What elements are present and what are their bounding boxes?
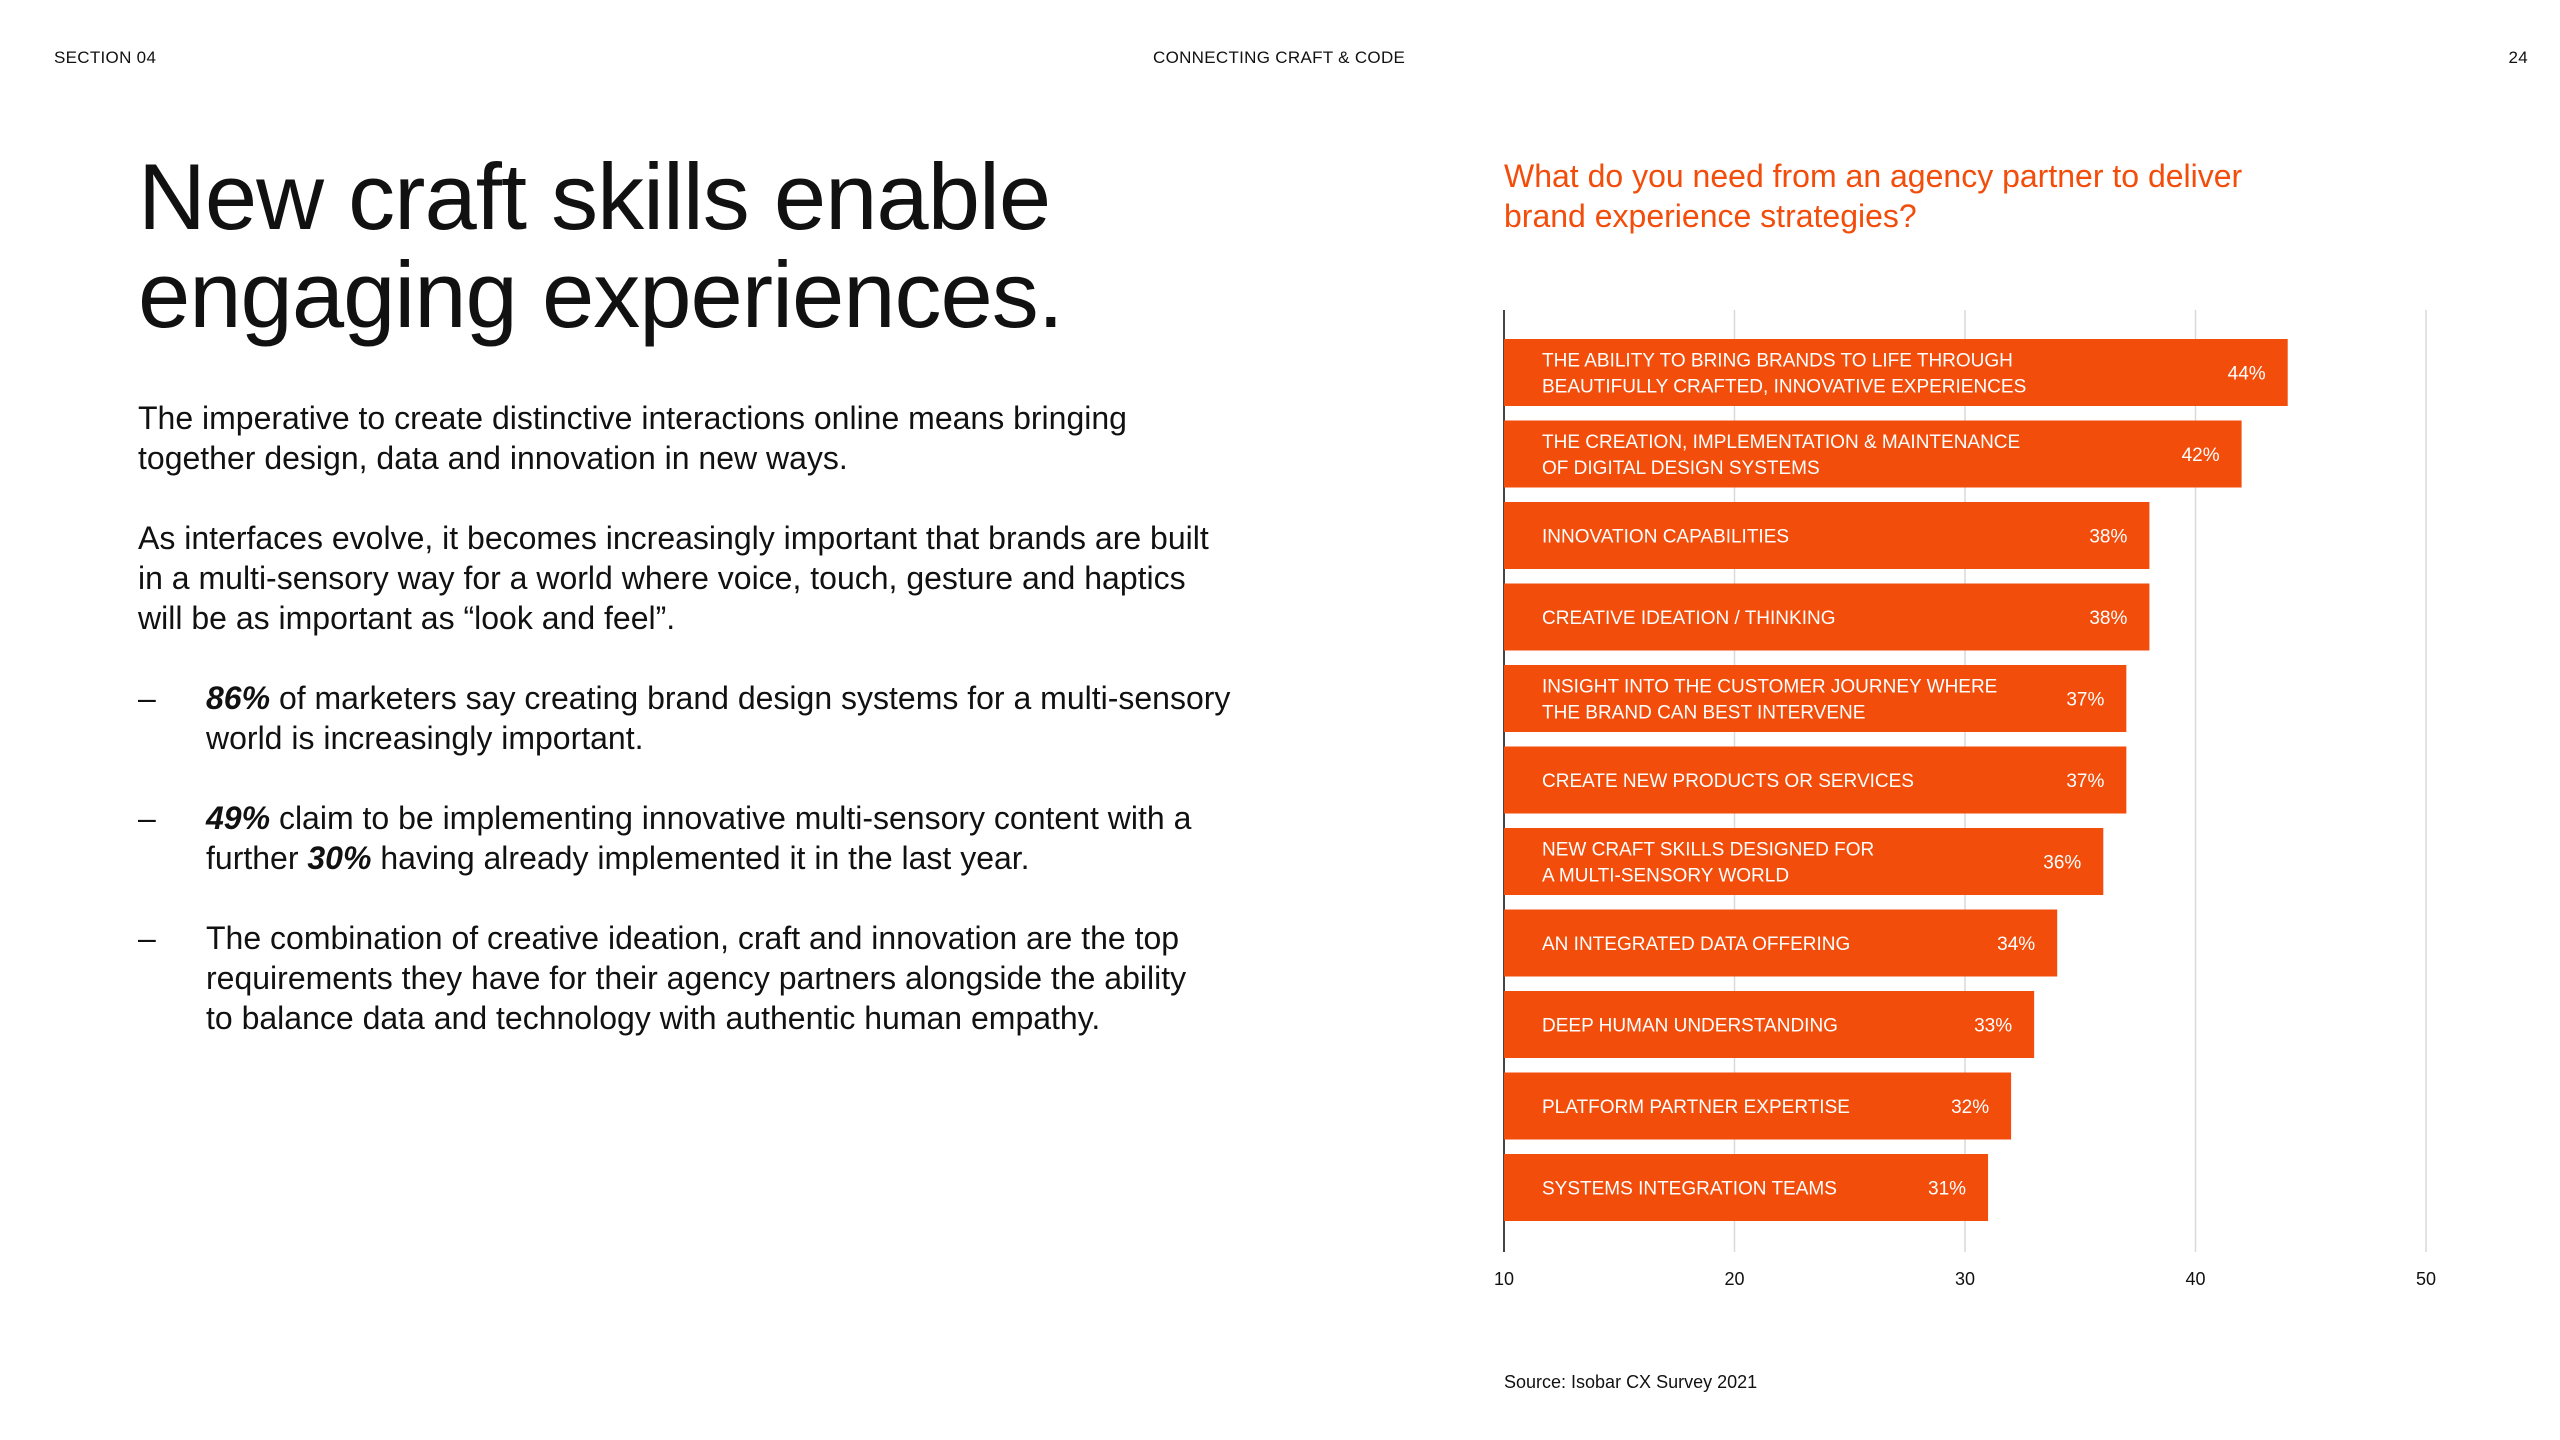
- bullet-dash: –: [138, 680, 156, 716]
- bar-category-label: INSIGHT INTO THE CUSTOMER JOURNEY WHERE: [1542, 676, 1998, 698]
- bullet-line: requirements they have for their agency partners alongside the ability: [206, 960, 1187, 996]
- paragraph-line: As interfaces evolve, it becomes increasingly important that brands are built: [138, 520, 1209, 556]
- chart-title-line: What do you need from an agency partner to deliver: [1504, 158, 2243, 194]
- bullet-line-text: of marketers say creating brand design systems for a multi-sensory: [270, 680, 1231, 716]
- bar-category-label: BEAUTIFULLY CRAFTED, INNOVATIVE EXPERIENCES: [1542, 376, 2027, 398]
- x-tick-label: 10: [1493, 1269, 1515, 1289]
- bullet-line: The combination of creative ideation, craft and innovation are the top: [206, 920, 1180, 956]
- bar-value-label: 32%: [1951, 1097, 1990, 1118]
- bullet-dash: –: [138, 920, 156, 956]
- bar-value-label: 44%: [2227, 363, 2266, 385]
- bar-value-label: 42%: [2181, 445, 2220, 466]
- bullet-line-text: claim to be implementing innovative multi-sensory content with a: [270, 800, 1192, 836]
- bar-category-label: THE CREATION, IMPLEMENTATION & MAINTENANCE: [1542, 432, 2021, 453]
- bar-value-label: 33%: [1974, 1015, 2013, 1037]
- bar-category-label: A MULTI-SENSORY WORLD: [1542, 865, 1790, 887]
- report-title: CONNECTING CRAFT & CODE: [1153, 48, 1406, 67]
- bar-category-label: SYSTEMS INTEGRATION TEAMS: [1542, 1178, 1837, 1200]
- bar-value-label: 36%: [2043, 852, 2082, 874]
- paragraph-line: The imperative to create distinctive interactions online means bringing: [138, 400, 1127, 436]
- chart-title-line: brand experience strategies?: [1504, 198, 1917, 234]
- bar-category-label: OF DIGITAL DESIGN SYSTEMS: [1542, 458, 1820, 479]
- bar-category-label: THE BRAND CAN BEST INTERVENE: [1542, 702, 1866, 724]
- x-tick-label: 40: [2185, 1269, 2206, 1289]
- stat-highlight: 49%: [206, 800, 271, 836]
- x-tick-label: 20: [1724, 1269, 1745, 1289]
- bar-value-label: 31%: [1928, 1178, 1967, 1200]
- x-tick-label: 50: [2415, 1269, 2437, 1289]
- paragraph-line: will be as important as “look and feel”.: [138, 600, 676, 636]
- bullet-line: world is increasingly important.: [206, 720, 644, 756]
- stat-highlight: 30%: [307, 840, 372, 876]
- bullet-line-text: having already implemented it in the last year.: [371, 840, 1030, 876]
- bar-category-label: INNOVATION CAPABILITIES: [1542, 526, 1790, 548]
- section-label: SECTION 04: [54, 48, 157, 67]
- title-line: engaging experiences.: [138, 242, 1063, 347]
- bar-value-label: 38%: [2089, 526, 2128, 548]
- bar-category-label: DEEP HUMAN UNDERSTANDING: [1542, 1015, 1838, 1037]
- bar-value-label: 37%: [2066, 771, 2105, 792]
- source-note: Source: Isobar CX Survey 2021: [1504, 1372, 1758, 1392]
- bullet-dash: –: [138, 800, 156, 836]
- bar-value-label: 38%: [2089, 608, 2128, 629]
- bar-category-label: AN INTEGRATED DATA OFFERING: [1542, 934, 1851, 955]
- bar-category-label: THE ABILITY TO BRING BRANDS TO LIFE THROUGH: [1542, 350, 2013, 372]
- stat-highlight: 86%: [206, 680, 271, 716]
- bar-value-label: 37%: [2066, 689, 2105, 711]
- bar-category-label: CREATIVE IDEATION / THINKING: [1542, 608, 1836, 629]
- bar-category-label: PLATFORM PARTNER EXPERTISE: [1542, 1097, 1850, 1118]
- bullet-line: to balance data and technology with authentic human empathy.: [206, 1000, 1101, 1036]
- page-number: 24: [2508, 48, 2528, 67]
- paragraph-line: together design, data and innovation in new ways.: [138, 440, 848, 476]
- title-line: New craft skills enable: [138, 144, 1051, 249]
- bullet-line-text: further: [206, 840, 308, 876]
- x-tick-label: 30: [1954, 1269, 1976, 1289]
- bar-value-label: 34%: [1997, 934, 2036, 955]
- paragraph-line: in a multi-sensory way for a world where voice, touch, gesture and haptics: [138, 560, 1186, 596]
- bar-category-label: CREATE NEW PRODUCTS OR SERVICES: [1542, 771, 1914, 792]
- bar-category-label: NEW CRAFT SKILLS DESIGNED FOR: [1542, 839, 1875, 861]
